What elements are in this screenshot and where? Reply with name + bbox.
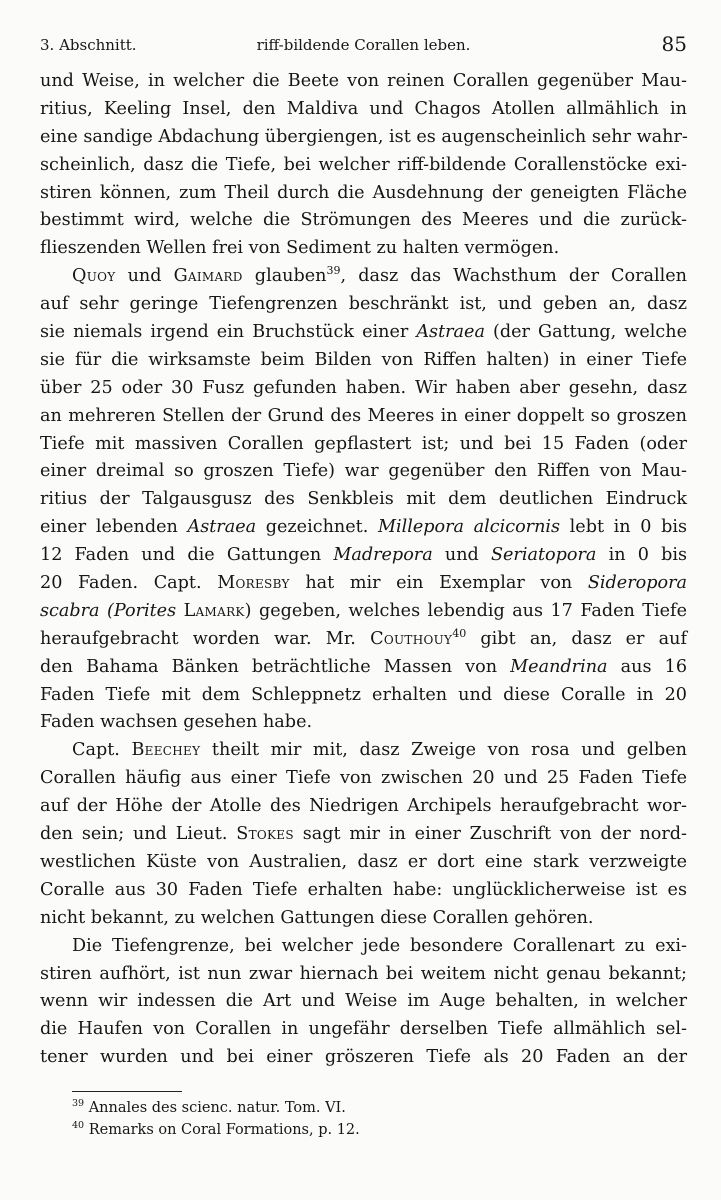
text-line — [40, 793, 687, 821]
footnote-reference: 39 — [326, 264, 341, 278]
footnote-text: Annales des scienc. natur. Tom. VI. — [84, 1100, 346, 1116]
text-segment: Couthouy — [370, 628, 453, 649]
text-segment: (der Gattung, welche — [484, 322, 687, 343]
text-segment: einer lebenden — [40, 517, 188, 538]
text-segment: ritius, Keeling Insel, den Maldiva und Chagos Atollen allmählich in — [40, 98, 687, 119]
text-line — [40, 849, 687, 877]
text-segment: die Haufen von Corallen in ungefähr derselben Tiefe allmählich sel- — [40, 1019, 687, 1040]
text-segment: stiren können, zum Theil durch die Ausdehnung der geneigten Fläche — [40, 182, 687, 203]
text-line — [40, 291, 687, 319]
text-segment: eine sandige Abdachung übergiengen, ist es augenscheinlich sehr wahr- — [40, 126, 688, 147]
text-line — [40, 319, 687, 347]
text-segment: und — [432, 545, 491, 566]
text-line — [40, 877, 687, 905]
text-segment: Astraea — [187, 517, 257, 538]
footnote — [72, 1119, 632, 1141]
text-line — [40, 458, 687, 486]
text-segment: den sein; und Lieut. — [40, 824, 237, 845]
text-segment: lebt in 0 bis — [560, 517, 687, 538]
footnote — [72, 1097, 632, 1119]
text-segment: nicht bekannt, zu welchen Gattungen diese Corallen gehören. — [40, 907, 594, 928]
text-line — [40, 905, 687, 933]
text-segment: hat mir ein Exemplar von — [289, 573, 588, 594]
text-segment: Faden Tiefe mit dem Schleppnetz erhalten und diese Coralle in 20 — [40, 684, 687, 705]
text-segment: Meandrina — [510, 656, 608, 677]
text-line — [40, 737, 687, 765]
text-segment: 20 Faden. Capt. — [40, 573, 218, 594]
text-segment: scabra (Porites — [40, 600, 184, 621]
text-line — [40, 654, 687, 682]
text-line — [40, 431, 687, 459]
text-line — [40, 709, 687, 737]
text-line — [40, 514, 687, 542]
running-title: riff-bildende Corallen leben. — [256, 36, 471, 54]
running-header — [40, 32, 687, 60]
text-line — [40, 403, 687, 431]
text-line — [40, 124, 687, 152]
text-segment: Madrepora — [333, 545, 433, 566]
text-line — [40, 207, 687, 235]
text-segment: Astraea — [416, 322, 485, 343]
footnote-number: 39 — [72, 1098, 85, 1109]
text-segment: Capt. — [72, 740, 132, 761]
text-segment: auf der Höhe der Atolle des Niedrigen Archipels heraufgebracht wor- — [40, 796, 687, 817]
text-segment: glauben — [242, 266, 327, 287]
text-segment: an mehreren Stellen der Grund des Meeres in einer doppelt so groszen — [40, 405, 687, 426]
text-segment: einer dreimal so groszen Tiefe) war gegenüber den Riffen von Mau- — [40, 461, 687, 482]
footnote-reference: 40 — [452, 626, 467, 640]
text-segment: Sideropora — [587, 573, 687, 594]
text-line — [40, 598, 687, 626]
text-segment: bestimmt wird, welche die Strömungen des Meeres und die zurück- — [40, 210, 687, 231]
text-line — [40, 68, 687, 96]
text-line — [40, 152, 687, 180]
body-text — [40, 68, 687, 1072]
text-line — [40, 96, 687, 124]
text-segment: scheinlich, dasz die Tiefe, bei welcher riff-bildende Corallenstöcke exi- — [40, 154, 687, 175]
page-number: 85 — [661, 32, 687, 56]
text-line — [40, 821, 687, 849]
footnote-number: 40 — [72, 1120, 85, 1131]
text-line — [40, 486, 687, 514]
text-segment: ) gegeben, welches lebendig aus 17 Faden Tiefe — [244, 600, 687, 621]
text-line — [40, 988, 687, 1016]
text-segment: und — [115, 266, 174, 287]
footnote-text: Remarks on Coral Formations, p. 12. — [84, 1122, 360, 1138]
text-segment: tener wurden und bei einer gröszeren Tiefe als 20 Faden an der — [40, 1047, 687, 1068]
footnote-rule — [72, 1091, 182, 1092]
text-line — [40, 626, 687, 654]
text-line — [40, 570, 687, 598]
text-segment: Moresby — [217, 573, 290, 594]
text-line — [40, 1016, 687, 1044]
footnotes — [72, 1097, 632, 1141]
text-segment: Tiefe mit massiven Corallen gepflastert ist; und bei 15 Faden (oder — [40, 433, 687, 454]
text-line — [40, 375, 687, 403]
text-segment: Coralle aus 30 Faden Tiefe erhalten habe: unglücklicherweise ist es — [40, 879, 687, 900]
text-line — [40, 933, 687, 961]
text-line — [40, 961, 687, 989]
text-segment: sagt mir in einer Zuschrift von der nord- — [293, 824, 687, 845]
text-segment: flieszenden Wellen frei von Sediment zu halten vermögen. — [40, 238, 560, 259]
text-segment: , dasz das Wachsthum der Corallen — [340, 266, 687, 287]
text-segment: sie niemals irgend ein Bruchstück einer — [40, 322, 417, 343]
text-line — [40, 180, 687, 208]
text-segment: gezeichnet. — [256, 517, 378, 538]
text-segment: heraufgebracht worden war. Mr. — [40, 628, 371, 649]
text-line — [40, 765, 687, 793]
text-segment: Faden wachsen gesehen habe. — [40, 712, 313, 733]
text-segment: und Weise, in welcher die Beete von reinen Corallen gegenüber Mau- — [40, 71, 687, 91]
text-segment: den Bahama Bänken beträchtliche Massen von — [40, 656, 511, 677]
text-segment: Seriatopora — [490, 545, 597, 566]
text-segment: wenn wir indessen die Art und Weise im Auge behalten, in welcher — [40, 991, 687, 1012]
text-segment: stiren aufhört, ist nun zwar hiernach bei weitem nicht genau bekannt; — [40, 963, 687, 984]
text-segment: Quoy — [72, 266, 116, 287]
text-segment: ritius der Talgausgusz des Senkbleis mit dem deutlichen Eindruck — [40, 489, 687, 510]
text-segment: Beechey — [131, 740, 201, 761]
text-segment: Gaimard — [173, 266, 243, 287]
text-segment: westlichen Küste von Australien, dasz er dort eine stark verzweigte — [40, 851, 687, 872]
text-segment: 12 Faden und die Gattungen — [40, 545, 334, 566]
text-line — [40, 347, 687, 375]
text-segment: Stokes — [236, 824, 294, 845]
text-segment: in 0 bis — [596, 545, 687, 566]
text-segment: Millepora alcicornis — [377, 517, 561, 538]
text-segment: theilt mir mit, dasz Zweige von rosa und gelben — [200, 740, 688, 761]
text-line — [40, 682, 687, 710]
text-segment: sie für die wirksamste beim Bilden von Riffen halten) in einer Tiefe — [40, 349, 687, 370]
text-segment: Lamark — [183, 600, 245, 621]
text-segment: Corallen häufig aus einer Tiefe von zwischen 20 und 25 Faden Tiefe — [40, 768, 687, 789]
text-segment: gibt an, dasz er auf — [466, 628, 687, 649]
text-segment: über 25 oder 30 Fusz gefunden haben. Wir haben aber gesehn, dasz — [40, 377, 687, 398]
text-segment: auf sehr geringe Tiefengrenzen beschränkt ist, und geben an, dasz — [40, 294, 687, 315]
text-line — [40, 1044, 687, 1072]
text-line — [40, 542, 687, 570]
section-label: 3. Abschnitt. — [40, 36, 137, 54]
text-line — [40, 263, 687, 291]
text-line — [40, 235, 687, 263]
text-segment: Die Tiefengrenze, bei welcher jede besondere Corallenart zu exi- — [72, 935, 687, 956]
text-segment: aus 16 — [607, 656, 688, 677]
